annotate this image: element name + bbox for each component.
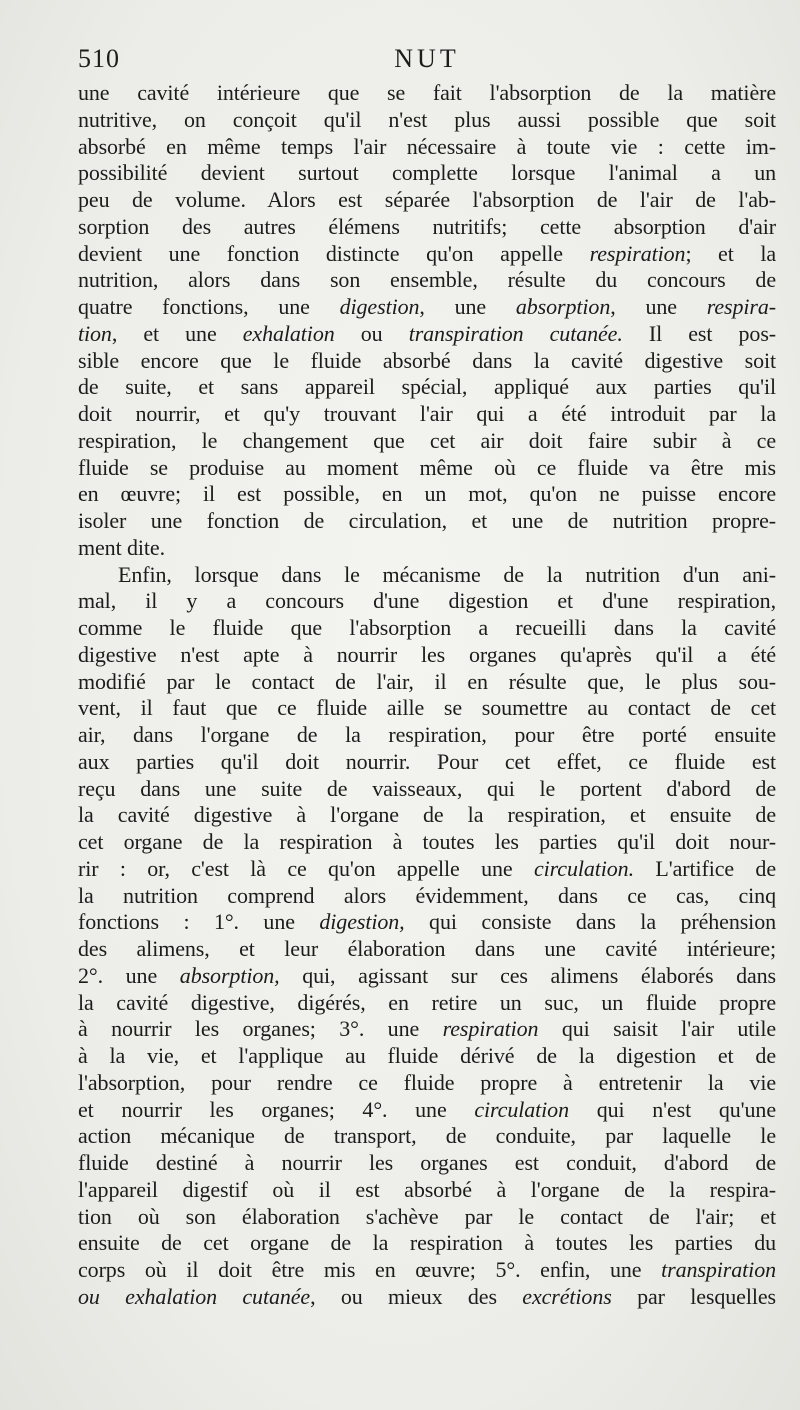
text-line: digestive n'est apte à nourrir les organes qu'après qu'il a été <box>78 641 776 667</box>
text-line: nutritive, on conçoit qu'il n'est plus aussi possible que soit <box>78 106 776 132</box>
text-line: en œuvre; il est possible, en un mot, qu'on ne puisse encore <box>78 481 776 507</box>
text-line: la nutrition comprend alors évidemment, dans ce cas, cinq <box>78 882 776 908</box>
italic-term: absorption, <box>179 962 280 988</box>
text-line: ment dite. <box>78 534 165 560</box>
italic-term: excrétions <box>522 1283 612 1309</box>
text-line: à la vie, et l'applique au fluide dérivé de la digestion et de <box>78 1043 776 1068</box>
italic-term: transpiration <box>661 1257 776 1282</box>
text-line: fluide se produise au moment même où ce fluide va être mis <box>78 454 776 480</box>
text-line: 2°. une absorption, qui, agissant sur ces alimens élaborés dans <box>78 962 776 988</box>
text-line: air, dans l'organe de la respiration, pour être porté ensuite <box>78 722 776 747</box>
text-line: devient une fonction distincte qu'on appelle respiration; et la <box>78 240 776 266</box>
page-header <box>78 44 776 84</box>
text-line: corps où il doit être mis en œuvre; 5°. enfin, une transpiration <box>78 1257 776 1282</box>
text-line: isoler une fonction de circulation, et une de nutrition propre- <box>78 508 776 533</box>
italic-term: absorption <box>515 294 611 319</box>
text-line: possibilité devient surtout complette lorsque l'animal a un <box>78 160 776 186</box>
paragraph <box>78 562 776 1311</box>
paragraph <box>78 80 776 562</box>
text-line: fluide destiné à nourrir les organes est conduit, d'abord de <box>78 1150 776 1175</box>
text-line: action mécanique de transport, de conduite, par laquelle le <box>78 1123 776 1149</box>
text-line: vent, il faut que ce fluide aille se soumettre au contact de cet <box>78 695 776 721</box>
italic-term: digestion <box>339 294 420 319</box>
italic-term: respira- <box>706 294 776 319</box>
text-line: sorption des autres élémens nutritifs; cette absorption d'air <box>78 213 776 239</box>
italic-term: ou exhalation cutanée <box>78 1283 311 1309</box>
text-line: aux parties qu'il doit nourrir. Pour cet effet, ce fluide est <box>78 748 776 774</box>
text-line: respiration, le changement que cet air doit faire subir à ce <box>78 427 776 453</box>
text-line: doit nourrir, et qu'y trouvant l'air qui a été introduit par la <box>78 401 776 426</box>
text-line: la cavité digestive à l'organe de la respiration, et ensuite de <box>78 802 776 828</box>
text-line: absorbé en même temps l'air nécessaire à toute vie : cette im- <box>78 133 776 159</box>
text-line: rir : or, c'est là ce qu'on appelle une circulation. L'artifice de <box>78 855 776 881</box>
running-head: NUT <box>394 44 460 73</box>
text-line: modifié par le contact de l'air, il en résulte que, le plus sou- <box>78 668 776 694</box>
text-line: cet organe de la respiration à toutes les parties qu'il doit nour- <box>78 829 776 854</box>
italic-term: circulation <box>474 1096 569 1122</box>
text-line: à nourrir les organes; 3°. une respiration qui saisit l'air utile <box>78 1016 776 1042</box>
italic-term: respiration <box>589 240 686 266</box>
italic-term: circulation. <box>533 855 634 881</box>
text-line: reçu dans une suite de vaisseaux, qui le portent d'abord de <box>78 775 776 801</box>
italic-term: exhalation <box>242 320 335 346</box>
text-line: ou exhalation cutanée, ou mieux des excrétions par lesquelles <box>78 1283 776 1309</box>
italic-term: tion <box>78 320 112 346</box>
body-text <box>78 80 776 1311</box>
text-line: l'appareil digestif où il est absorbé à l'organe de la respira- <box>78 1176 776 1202</box>
text-line: peu de volume. Alors est séparée l'absorption de l'air de l'ab- <box>78 187 776 212</box>
text-line: nutrition, alors dans son ensemble, résulte du concours de <box>78 267 776 293</box>
text-line: fonctions : 1°. une digestion, qui consiste dans la préhension <box>78 909 776 935</box>
text-line: et nourrir les organes; 4°. une circulation qui n'est qu'une <box>78 1096 776 1122</box>
text-line: l'absorption, pour rendre ce fluide propre à entretenir la vie <box>78 1069 776 1095</box>
text-line: ensuite de cet organe de la respiration à toutes les parties du <box>78 1230 776 1256</box>
text-line: tion, et une exhalation ou transpiration cutanée. Il est pos- <box>78 320 776 346</box>
text-line: des alimens, et leur élaboration dans une cavité intérieure; <box>78 936 776 961</box>
text-line: mal, il y a concours d'une digestion et d'une respiration, <box>78 588 776 614</box>
italic-term: respiration <box>442 1016 539 1042</box>
text-line: une cavité intérieure que se fait l'absorption de la matière <box>78 80 776 105</box>
italic-term: transpiration cutanée. <box>408 320 623 346</box>
page-number: 510 <box>78 44 120 73</box>
text-line: de suite, et sans appareil spécial, appliqué aux parties qu'il <box>78 374 776 400</box>
text-line: quatre fonctions, une digestion, une absorption, une respira- <box>78 294 776 319</box>
text-line: tion où son élaboration s'achève par le contact de l'air; et <box>78 1203 776 1229</box>
text-line: comme le fluide que l'absorption a recueilli dans la cavité <box>78 615 776 640</box>
text-line: Enfin, lorsque dans le mécanisme de la nutrition d'un ani- <box>118 561 776 587</box>
text-line: la cavité digestive, digérés, en retire un suc, un fluide propre <box>78 989 776 1015</box>
italic-term: digestion, <box>319 909 405 935</box>
text-line: sible encore que le fluide absorbé dans la cavité digestive soit <box>78 347 776 373</box>
